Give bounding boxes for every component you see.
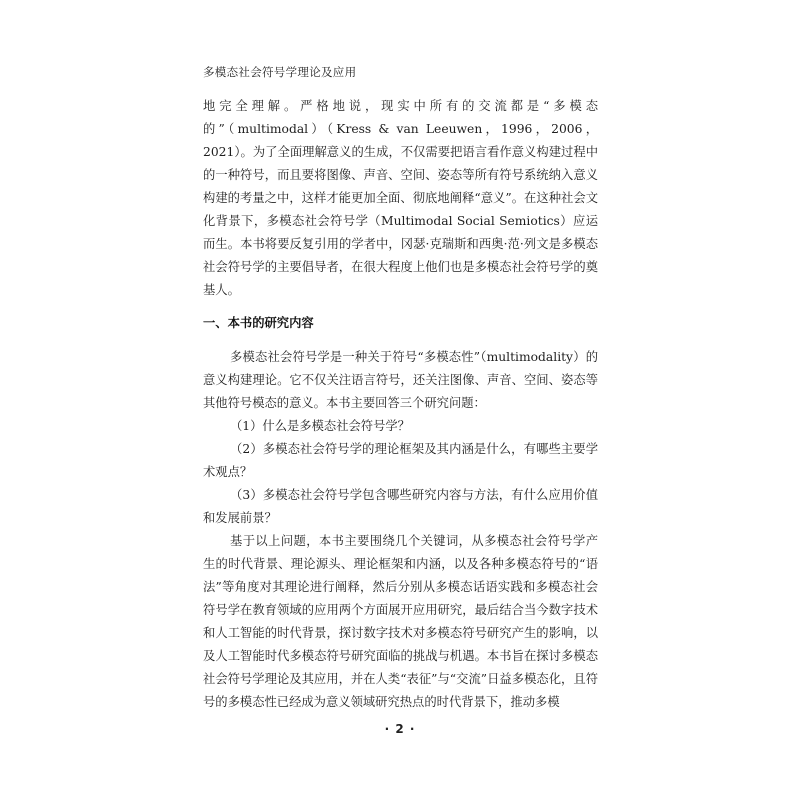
page-number: · 2 · bbox=[384, 722, 416, 736]
body-text bbox=[203, 95, 598, 714]
paragraph-intro: 多模态社会符号学是一种关于符号“多模态性”（multimodality）的意义构建理论。它不仅关注语言符号，还关注图像、声音、空间、姿态等其他符号模态的意义。本书主要回答三个研究问题： bbox=[203, 350, 598, 410]
paragraph-final: 基于以上问题，本书主要围绕几个关键词，从多模态社会符号学产生的时代背景、理论源头、理论框架和内涵，以及各种多模态符号的“语法”等角度对其理论进行阐释，然后分别从多模态话语实践和多模态社会符号学在教育领域的应用两个方面展开应用研究，最后结合当今数字技术和人工智能的时代背景，探讨数字技术对多模态符号研究产生的影响，以及人工智能时代多模态符号研究面临的挑战与机遇。本书旨在探讨多模态社会符号学理论及其应用，并在人类“表征”与“交流”日益多模态化，且符号的多模态性已经成为意义领域研究热点的时代背景下，推动多模 bbox=[203, 534, 598, 709]
research-question-2: （2）多模态社会符号学的理论框架及其内涵是什么，有哪些主要学术观点？ bbox=[203, 442, 598, 479]
running-header: 多模态社会符号学理论及应用 bbox=[203, 65, 357, 79]
section-heading: 一、本书的研究内容 bbox=[203, 316, 314, 330]
research-question-1: （1）什么是多模态社会符号学？ bbox=[230, 419, 410, 433]
paragraph-continued: 地完全理解。严格地说，现实中所有的交流都是“多模态的”（multimodal）（Kress & van Leeuwen，1996，2006，2021）。为了全面理解意义的生成，不仅需要把语言看作意义构建过程中的一种符号，而且要将图像、声音、空间、姿态等所有符号系统纳入意义构建的考量之中，这样才能更加全面、彻底地阐释“意义”。在这种社会文化背景下，多模态社会符号学（Multimodal Social Semiotics）应运而生。本书将要反复引用的学者中，冈瑟·克瑞斯和西奥·范·列文是多模态社会符号学的主要倡导者，在很大程度上他们也是多模态社会符号学的奠基人。 bbox=[203, 99, 598, 297]
research-question-3: （3）多模态社会符号学包含哪些研究内容与方法，有什么应用价值和发展前景？ bbox=[203, 488, 598, 525]
